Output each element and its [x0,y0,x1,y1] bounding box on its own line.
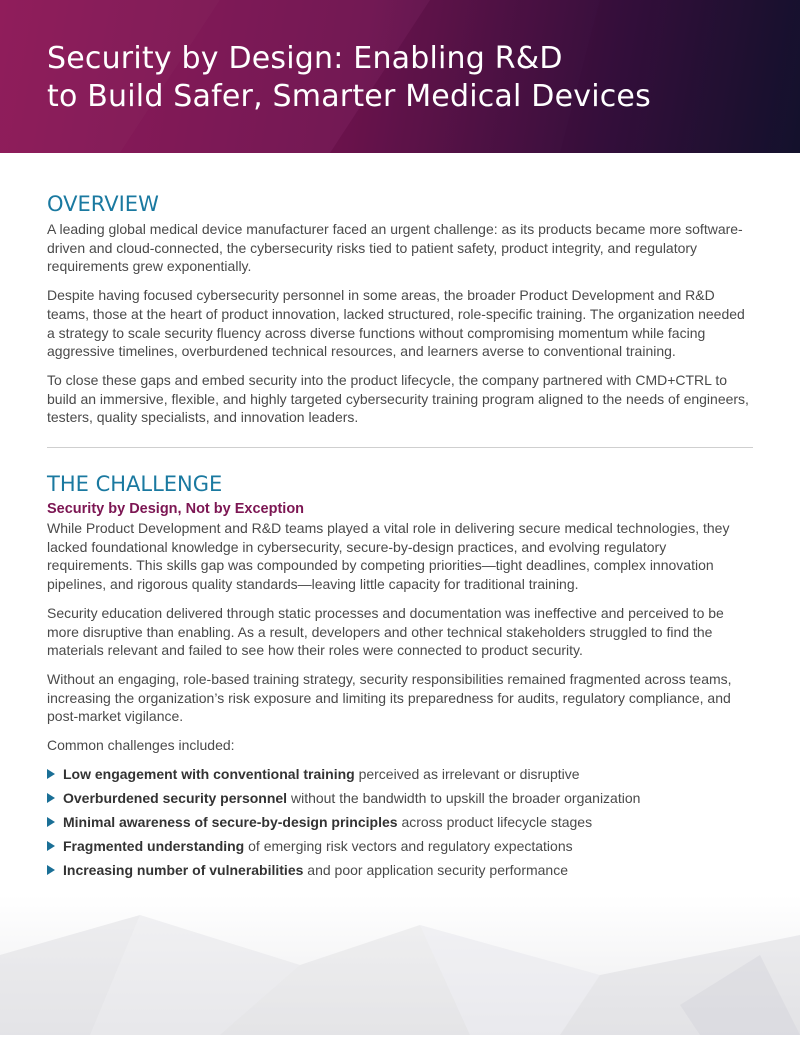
list-item-text: and poor application security performance [303,861,568,878]
section-divider [47,447,753,448]
list-item-bold: Fragmented understanding [63,837,245,854]
challenges-intro: Common challenges included: [47,737,235,754]
triangle-bullet-icon [47,841,55,851]
footer-facet-pattern [0,895,800,1035]
overview-paragraph: To close these gaps and embed security into the product lifecycle, the company partnered with CMD+CTRL to build an immersive, flexible, and highly targeted cybersecurity training program aligned to the needs of engineers, testers, quality specialists, and innovation leaders. [47,371,749,426]
list-item [47,789,753,807]
list-item-text: across product lifecycle stages [397,813,593,830]
challenge-section [47,470,753,879]
list-item-text: of emerging risk vectors and regulatory expectations [244,837,573,854]
challenges-list [47,765,753,879]
challenge-paragraph: While Product Development and R&D teams played a vital role in delivering secure medical technologies, they lacked foundational knowledge in cybersecurity, secure-by-design practices, and evolving regulatory requirements. This skills gap was compounded by competing priorities—tight deadlines, complex innovation pipelines, and rigorous quality standards—leaving little capacity for traditional training. [47,520,730,593]
overview-paragraph: A leading global medical device manufacturer faced an urgent challenge: as its products became more software-driven and cloud-connected, the cybersecurity risks tied to patient safety, product integrity, and regulatory requirements grew exponentially. [47,221,743,275]
list-item-bold: Low engagement with conventional training [63,765,355,782]
list-item-bold: Overburdened security personnel [63,789,288,806]
challenge-subheading: Security by Design, Not by Exception [47,501,305,518]
list-item-bold: Minimal awareness of secure-by-design principles [63,813,398,830]
list-item [47,813,753,831]
list-item [47,861,753,879]
footer-facet-svg [0,895,800,1035]
list-item [47,837,753,855]
triangle-bullet-icon [47,817,55,827]
title-banner [0,0,800,153]
triangle-bullet-icon [47,769,55,779]
overview-heading: OVERVIEW [47,192,159,216]
list-item-text: without the bandwidth to upskill the broader organization [287,789,641,806]
list-item-text: perceived as irrelevant or disruptive [354,765,580,782]
list-item [47,765,753,783]
document-body [47,190,753,885]
triangle-bullet-icon [47,793,55,803]
list-item-bold: Increasing number of vulnerabilities [63,861,304,878]
page-title [47,40,747,116]
page-title-line-2: to Build Safer, Smarter Medical Devices [47,79,651,114]
challenge-paragraph: Security education delivered through static processes and documentation was ineffective and perceived to be more disruptive than enabling. As a result, developers and other technical stakeholders struggled to find the materials relevant and failed to see how their roles were connected to product security. [47,604,724,659]
triangle-bullet-icon [47,865,55,875]
challenge-heading: THE CHALLENGE [47,472,223,497]
overview-paragraph: Despite having focused cybersecurity personnel in some areas, the broader Product Development and R&D teams, those at the heart of product innovation, lacked structured, role-specific training. The organization needed a strategy to scale security fluency across diverse functions without compromising momentum while facing aggressive timelines, overburdened technical resources, and learners averse to conventional training. [47,287,745,360]
challenge-paragraph: Without an engaging, role-based training strategy, security responsibilities remained fragmented across teams, increasing the organization’s risk exposure and limiting its preparedness for audits, regulatory compliance, and post-market vigilance. [47,670,732,725]
page-title-line-1: Security by Design: Enabling R&D [47,41,563,76]
overview-section [47,190,753,427]
